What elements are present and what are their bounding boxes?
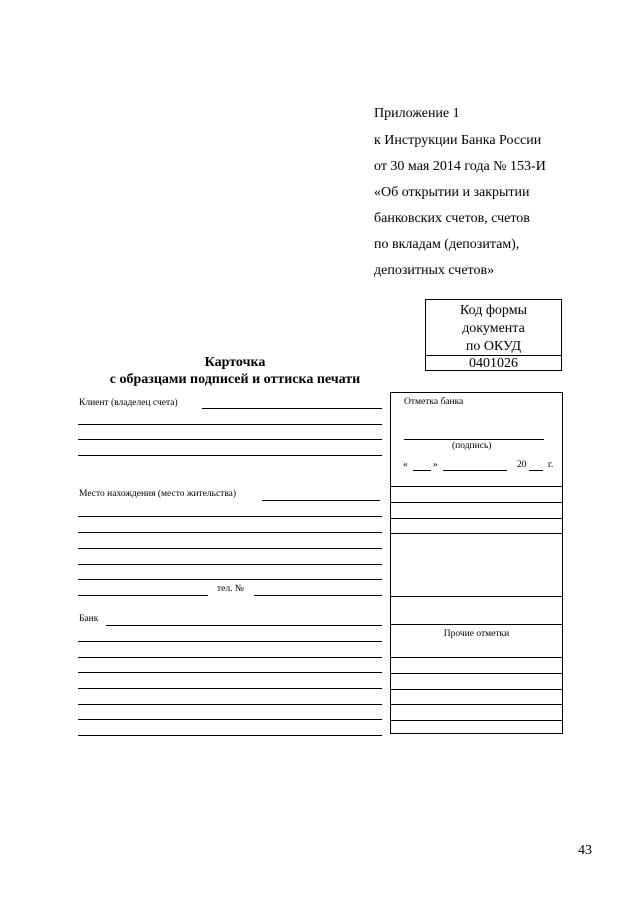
box-divider xyxy=(391,657,562,658)
card-subtitle: с образцами подписей и оттиска печати xyxy=(109,372,361,387)
location-line[interactable] xyxy=(78,548,382,549)
box-divider xyxy=(391,704,562,705)
okud-code: 0401026 xyxy=(469,356,518,371)
appendix-line-5: банковских счетов, счетов xyxy=(374,211,530,226)
bank-name-line[interactable] xyxy=(106,625,382,626)
okud-label-line: документа xyxy=(462,321,525,336)
client-label: Клиент (владелец счета) xyxy=(79,398,178,408)
okud-label-line: Код формы xyxy=(460,303,527,318)
box-divider xyxy=(391,624,562,625)
location-name-line[interactable] xyxy=(262,500,380,501)
client-line[interactable] xyxy=(78,439,382,440)
appendix-line-3: от 30 мая 2014 года № 153-И xyxy=(374,159,546,174)
box-divider xyxy=(391,502,562,503)
location-line[interactable] xyxy=(78,516,382,517)
date-open-quote: « xyxy=(403,460,408,470)
box-divider xyxy=(391,720,562,721)
signature-line[interactable] xyxy=(404,439,544,440)
bank-line[interactable] xyxy=(78,735,382,736)
phone-pre-line[interactable] xyxy=(78,595,208,596)
bank-line[interactable] xyxy=(78,719,382,720)
client-name-line[interactable] xyxy=(202,408,382,409)
bank-line[interactable] xyxy=(78,704,382,705)
okud-label-line: по ОКУД xyxy=(465,339,522,354)
client-line[interactable] xyxy=(78,455,382,456)
appendix-line-2: к Инструкции Банка России xyxy=(374,133,542,148)
box-divider xyxy=(391,673,562,674)
page-number: 43 xyxy=(578,843,592,858)
appendix-line-7: депозитных счетов» xyxy=(374,263,495,278)
bank-line[interactable] xyxy=(78,657,382,658)
bank-label: Банк xyxy=(79,614,99,624)
other-marks-title: Прочие отметки xyxy=(443,629,510,639)
date-month-line[interactable] xyxy=(443,470,507,471)
location-label: Место нахождения (место жительства) xyxy=(79,489,237,499)
date-year-suffix: г. xyxy=(548,460,554,470)
date-day-line[interactable] xyxy=(413,470,431,471)
location-line[interactable] xyxy=(78,532,382,533)
signature-caption: (подпись) xyxy=(452,441,492,451)
okud-box xyxy=(425,299,562,371)
phone-input-line[interactable] xyxy=(254,595,382,596)
okud-label xyxy=(426,302,561,356)
date-year-line[interactable] xyxy=(529,470,543,471)
bank-line[interactable] xyxy=(78,688,382,689)
date-year-prefix: 20 xyxy=(517,460,527,470)
box-divider xyxy=(391,533,562,534)
box-divider xyxy=(391,518,562,519)
location-line[interactable] xyxy=(78,579,382,580)
box-divider xyxy=(391,596,562,597)
box-divider xyxy=(391,689,562,690)
appendix-line-6: по вкладам (депозитам), xyxy=(374,237,520,252)
location-line[interactable] xyxy=(78,564,382,565)
bank-line[interactable] xyxy=(78,641,382,642)
appendix-line-4: «Об открытии и закрытии xyxy=(374,185,530,200)
bank-mark-title: Отметка банка xyxy=(404,397,464,407)
phone-label: тел. № xyxy=(217,584,244,594)
bank-mark-box xyxy=(390,392,563,734)
box-divider xyxy=(391,486,562,487)
bank-line[interactable] xyxy=(78,672,382,673)
appendix-line-1: Приложение 1 xyxy=(374,106,460,121)
client-line[interactable] xyxy=(78,424,382,425)
card-title: Карточка xyxy=(204,355,266,370)
date-close-quote: » xyxy=(433,460,438,470)
